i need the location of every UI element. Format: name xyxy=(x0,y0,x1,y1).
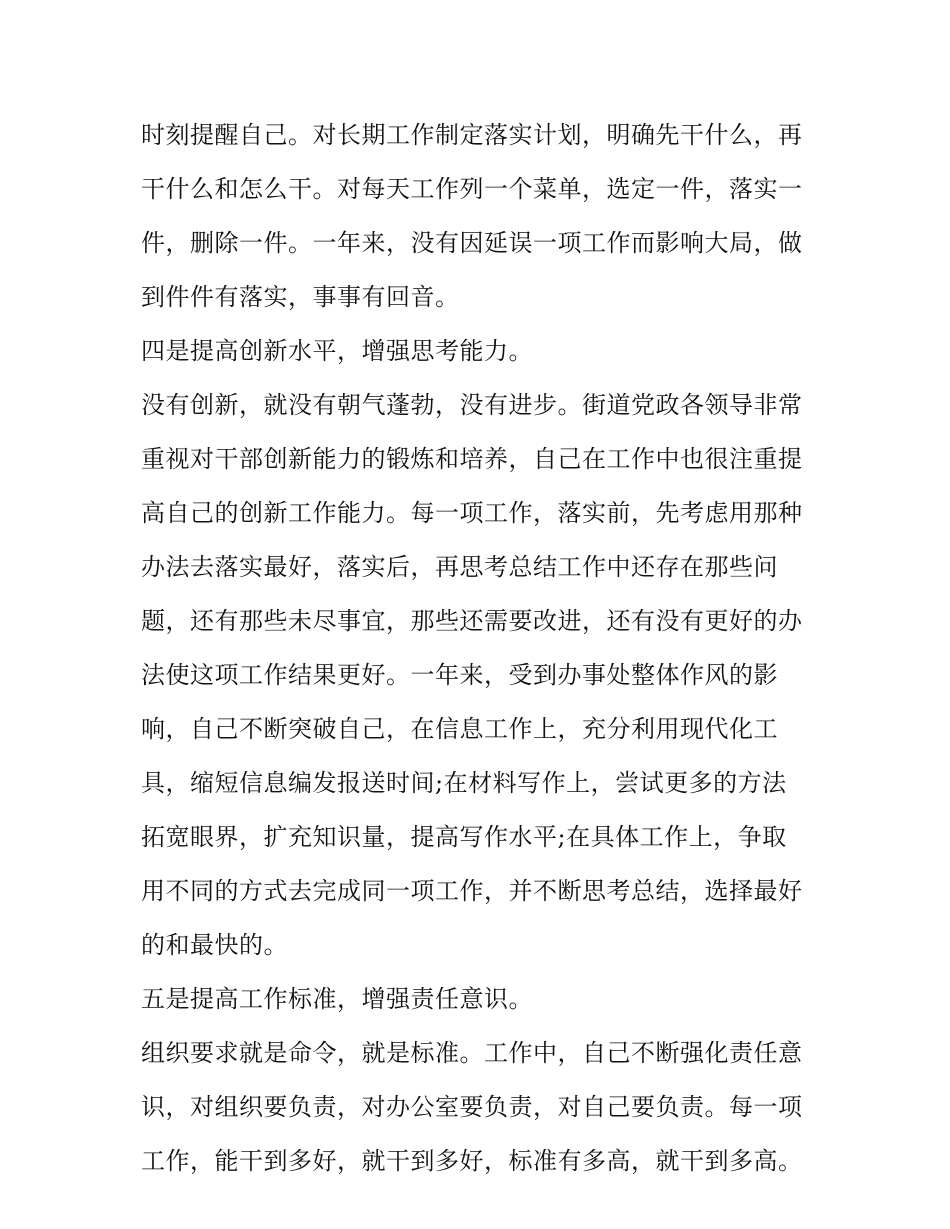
text-line: 时刻提醒自己。对长期工作制定落实计划，明确先干什么，再 xyxy=(141,121,803,149)
text-line: 干什么和怎么干。对每天工作列一个菜单，选定一件，落实一 xyxy=(141,175,803,203)
text-line: 识，对组织要负责，对办公室要负责，对自己要负责。每一项 xyxy=(141,1093,803,1121)
text-line: 重视对干部创新能力的锻炼和培养，自己在工作中也很注重提 xyxy=(141,445,803,473)
text-line: 用不同的方式去完成同一项工作，并不断思考总结，选择最好 xyxy=(141,877,803,905)
text-line: 工作，能干到多好，就干到多好，标准有多高，就干到多高。 xyxy=(141,1147,803,1175)
text-line: 高自己的创新工作能力。每一项工作，落实前，先考虑用那种 xyxy=(141,499,803,527)
text-line: 组织要求就是命令，就是标准。工作中，自己不断强化责任意 xyxy=(141,1039,803,1067)
text-line: 件，删除一件。一年来，没有因延误一项工作而影响大局，做 xyxy=(141,229,803,257)
text-line: 没有创新，就没有朝气蓬勃，没有进步。街道党政各领导非常 xyxy=(141,391,803,419)
text-line: 响，自己不断突破自己，在信息工作上，充分利用现代化工 xyxy=(141,715,778,743)
text-line: 拓宽眼界，扩充知识量，提高写作水平;在具体工作上，争取 xyxy=(141,823,787,851)
text-line: 法使这项工作结果更好。一年来，受到办事处整体作风的影 xyxy=(141,661,778,689)
section-heading: 四是提高创新水平，增强思考能力。 xyxy=(141,337,533,365)
text-line: 题，还有那些未尽事宜，那些还需要改进，还有没有更好的办 xyxy=(141,607,803,635)
text-line: 具，缩短信息编发报送时间;在材料写作上，尝试更多的方法 xyxy=(141,769,787,797)
document-body xyxy=(141,108,821,1188)
text-line: 办法去落实最好，落实后，再思考总结工作中还存在那些问 xyxy=(141,553,778,581)
text-line: 的和最快的。 xyxy=(141,931,288,959)
section-heading: 五是提高工作标准，增强责任意识。 xyxy=(141,985,533,1013)
text-line: 到件件有落实，事事有回音。 xyxy=(141,283,460,311)
